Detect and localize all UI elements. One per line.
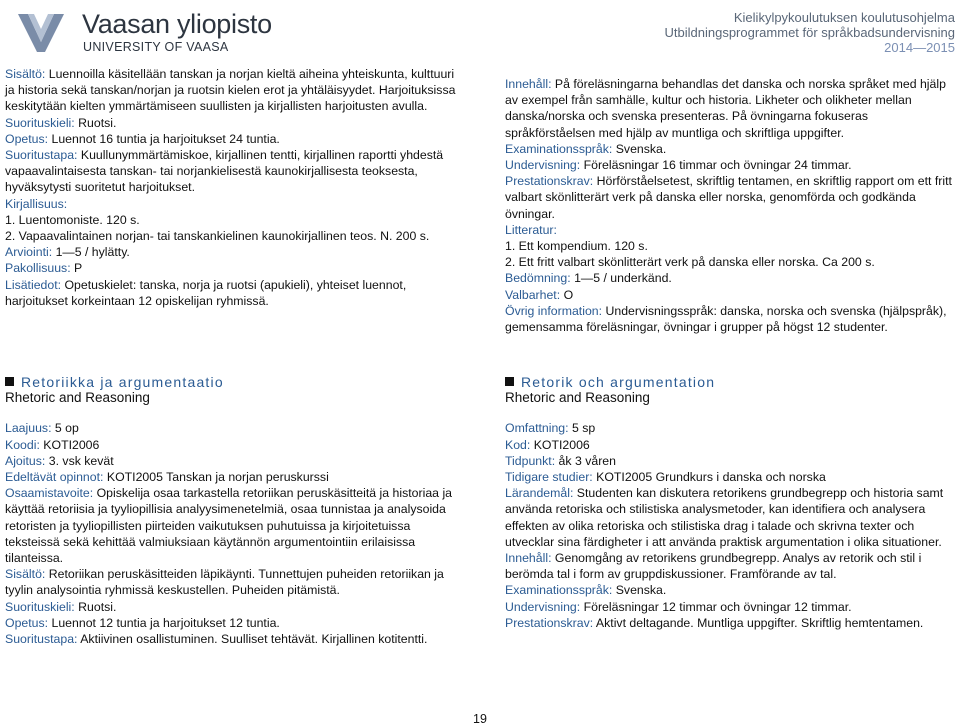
timing-paragraph	[5, 453, 460, 469]
teaching-label: Opetus:	[5, 131, 49, 146]
teaching-paragraph	[505, 599, 960, 615]
credits-label: Laajuus:	[5, 421, 52, 436]
teaching-paragraph	[5, 615, 460, 631]
language-label: Examinationsspråk:	[505, 583, 613, 598]
language-text: Svenska.	[615, 583, 667, 598]
grading-paragraph	[5, 244, 460, 260]
completion-text: Kuullunymmärtämiskoe, kirjallinen tentti, kirjallinen raportti yhdestä vapaavalintaisesta tanskan- tai norjankielisestä kaunokirjallisesta teoksesta, hyväksytysti suoritetut harjoitukset.	[5, 148, 444, 195]
credits-label: Omfattning:	[505, 421, 569, 436]
university-logo-icon	[14, 8, 68, 54]
learning-outcomes-paragraph	[5, 485, 460, 566]
additional-info-label: Övrig information:	[505, 303, 603, 318]
language-label: Suorituskieli:	[5, 115, 75, 130]
completion-label: Prestationskrav:	[505, 174, 594, 189]
content-label: Sisältö:	[5, 567, 46, 582]
compulsory-paragraph	[505, 287, 960, 303]
completion-label: Prestationskrav:	[505, 615, 594, 630]
teaching-text: Föreläsningar 12 timmar och övningar 12 timmar.	[583, 599, 852, 614]
compulsory-label: Pakollisuus:	[5, 261, 71, 276]
code-paragraph	[5, 437, 460, 453]
credits-paragraph	[5, 420, 460, 436]
code-text: KOTI2006	[43, 437, 100, 452]
course-title-text: Retorik och argumentation	[521, 374, 716, 390]
timing-label: Ajoitus:	[5, 453, 46, 468]
course-title-text: Retoriikka ja argumentaatio	[21, 374, 224, 390]
completion-paragraph	[505, 173, 960, 222]
course-sv-danish-norwegian	[505, 76, 960, 335]
content-text: Luennoilla käsitellään tanskan ja norjan kieltä aiheina yhteiskunta, kulttuuri ja historia sekä tanskan/norjan ja ruotsin kielen erot ja yhtäläisyydet. Harjoituksissa keskitytään kielten ymmärtämiseen suullisten ja kirjallisten harjoitusten avulla.	[5, 67, 456, 114]
course-sv-rhetoric	[505, 374, 960, 631]
language-label: Examinationsspråk:	[505, 141, 613, 156]
completion-label: Suoritustapa:	[5, 632, 78, 647]
completion-paragraph	[505, 615, 960, 631]
timing-text: 3. vsk kevät	[48, 453, 114, 468]
literature-label: Kirjallisuus:	[5, 196, 68, 211]
teaching-paragraph	[5, 131, 460, 147]
completion-text: Aktivt deltagande. Muntliga uppgifter. Skriftlig hemtentamen.	[595, 615, 924, 630]
course-title	[505, 374, 960, 390]
language-text: Ruotsi.	[78, 115, 117, 130]
content-text: Genomgång av retorikens grundbegrepp. Analys av retorik och stil i berömda tal i form av gruppdiskussioner. Framförande av tal.	[505, 551, 922, 582]
teaching-text: Luennot 16 tuntia ja harjoitukset 24 tuntia.	[51, 131, 280, 146]
grading-text: 1—5 / hylätty.	[55, 245, 130, 260]
code-text: KOTI2006	[533, 437, 590, 452]
content-label: Innehåll:	[505, 77, 552, 91]
language-text: Ruotsi.	[78, 599, 117, 614]
content-text: På föreläsningarna behandlas det danska och norska språket med hjälp av exempel från samhälle, kultur och historia. Likheter och olikheter mellan danska/norska och svenska presenteras. På övningarna fokuseras språkförståelsen med hjälp av muntliga och skriftliga uppgifter.	[505, 77, 946, 140]
compulsory-paragraph	[5, 260, 460, 276]
compulsory-text: O	[563, 287, 574, 302]
learning-outcomes-text: Studenten kan diskutera retorikens grundbegrepp och historia samt använda retoriska och stilistiska analysmetoder, kan identifiera och analysera effekten av olika retoriska och stilistiska drag i talade och skrivna texter och utvecklar sina färdigheter i att använda praktisk argumentation i olika situationer.	[505, 486, 944, 549]
content-paragraph	[5, 66, 460, 115]
academic-years: 2014—2015	[884, 40, 955, 55]
credits-paragraph	[505, 420, 960, 436]
code-paragraph	[505, 437, 960, 453]
course-fi-rhetoric	[5, 374, 460, 647]
timing-label: Tidpunkt:	[505, 453, 556, 468]
learning-outcomes-text: Opiskelija osaa tarkastella retoriikan peruskäsitteitä ja historiaa ja käyttää retoriisia ja tyyliopillisia analyysimenetelmiä, osaa tunnistaa ja analysoida retoristen ja tyyliopillisten piirteiden vaikutuksen puhutuissa ja kirjoitetuissa teksteissä sekä kehittää valmiuksiaan käytännön argumentointiin erilaisissa tilanteissa.	[5, 486, 453, 566]
logo-name: Vaasan yliopisto	[82, 9, 272, 39]
teaching-label: Undervisning:	[505, 599, 581, 614]
course-subtitle: Rhetoric and Reasoning	[5, 390, 150, 406]
prerequisites-text: KOTI2005 Grundkurs i danska och norska	[596, 470, 826, 485]
additional-info-label: Lisätiedot:	[5, 277, 62, 292]
literature-item: 2. Vapaavalintainen norjan- tai tanskankielinen kaunokirjallinen teos. N. 200 s.	[5, 229, 430, 244]
literature-item: 1. Luentomoniste. 120 s.	[5, 212, 140, 227]
credits-text: 5 sp	[571, 421, 596, 436]
additional-info-paragraph	[505, 303, 960, 335]
bullet-square-icon	[5, 377, 14, 386]
code-label: Kod:	[505, 437, 531, 452]
completion-text: Aktiivinen osallistuminen. Suulliset tehtävät. Kirjallinen kotitentti.	[80, 632, 428, 647]
page-number: 19	[473, 712, 487, 726]
timing-text: åk 3 våren	[558, 453, 616, 468]
content-paragraph	[505, 76, 960, 141]
teaching-paragraph	[505, 157, 960, 173]
prerequisites-paragraph	[5, 469, 460, 485]
course-fi-danish-norwegian	[5, 66, 460, 309]
program-info	[665, 10, 955, 55]
teaching-label: Undervisning:	[505, 158, 581, 173]
teaching-text: Föreläsningar 16 timmar och övningar 24 timmar.	[583, 158, 852, 173]
literature-label: Litteratur:	[505, 222, 557, 237]
completion-text: Hörförståelsetest, skriftlig tentamen, en skriftlig rapport om ett fritt valbart skönlitterärt verk på danska eller norska, genomförda och godkända övningar.	[505, 174, 952, 221]
program-name-fi: Kielikylpykoulutuksen koulutusohjelma	[733, 10, 955, 25]
logo-subtitle: UNIVERSITY OF VAASA	[83, 40, 229, 54]
language-label: Suorituskieli:	[5, 599, 75, 614]
prerequisites-label: Edeltävät opinnot:	[5, 470, 104, 485]
course-subtitle: Rhetoric and Reasoning	[505, 390, 650, 406]
additional-info-paragraph	[5, 277, 460, 309]
language-paragraph	[505, 141, 960, 157]
credits-text: 5 op	[54, 421, 79, 436]
completion-label: Suoritustapa:	[5, 148, 78, 163]
content-label: Innehåll:	[505, 551, 552, 566]
grading-label: Arviointi:	[5, 245, 53, 260]
page-header	[0, 0, 960, 62]
completion-paragraph	[5, 147, 460, 196]
language-paragraph	[5, 115, 460, 131]
additional-info-text: Undervisningsspråk: danska, norska och svenska (hjälpspråk), gemensamma föreläsningar, övningar i grupper på högst 12 studenter.	[505, 303, 947, 335]
timing-paragraph	[505, 453, 960, 469]
language-text: Svenska.	[615, 141, 667, 156]
teaching-label: Opetus:	[5, 615, 49, 630]
prerequisites-paragraph	[505, 469, 960, 485]
content-paragraph	[505, 550, 960, 582]
course-title	[5, 374, 460, 390]
grading-label: Bedömning:	[505, 271, 571, 286]
program-name-sv: Utbildningsprogrammet för språkbadsundervisning	[664, 25, 955, 40]
literature-item: 1. Ett kompendium. 120 s.	[505, 239, 648, 254]
teaching-text: Luennot 12 tuntia ja harjoitukset 12 tuntia.	[51, 615, 280, 630]
completion-paragraph	[5, 631, 460, 647]
learning-outcomes-label: Lärandemål:	[505, 486, 574, 501]
learning-outcomes-paragraph	[505, 485, 960, 550]
code-label: Koodi:	[5, 437, 40, 452]
bullet-square-icon	[505, 377, 514, 386]
grading-paragraph	[505, 270, 960, 286]
learning-outcomes-label: Osaamistavoite:	[5, 486, 94, 501]
prerequisites-label: Tidigare studier:	[505, 470, 593, 485]
additional-info-text: Opetuskielet: tanska, norja ja ruotsi (apukieli), yhteiset luennot, harjoitukset korkeintaan 12 opiskelijan ryhmissä.	[5, 277, 407, 308]
prerequisites-text: KOTI2005 Tanskan ja norjan peruskurssi	[106, 470, 329, 485]
language-paragraph	[505, 582, 960, 598]
content-text: Retoriikan peruskäsitteiden läpikäynti. Tunnettujen puheiden retoriikan ja tyylin analysointia ryhmissä keskustellen. Puheiden pitämistä.	[5, 567, 444, 598]
content-paragraph	[5, 566, 460, 598]
compulsory-text: P	[74, 261, 83, 276]
compulsory-label: Valbarhet:	[505, 287, 561, 302]
content-label: Sisältö:	[5, 67, 46, 81]
language-paragraph	[5, 599, 460, 615]
grading-text: 1—5 / underkänd.	[574, 271, 672, 286]
literature-item: 2. Ett fritt valbart skönlitterärt verk på danska eller norska. Ca 200 s.	[505, 255, 875, 270]
